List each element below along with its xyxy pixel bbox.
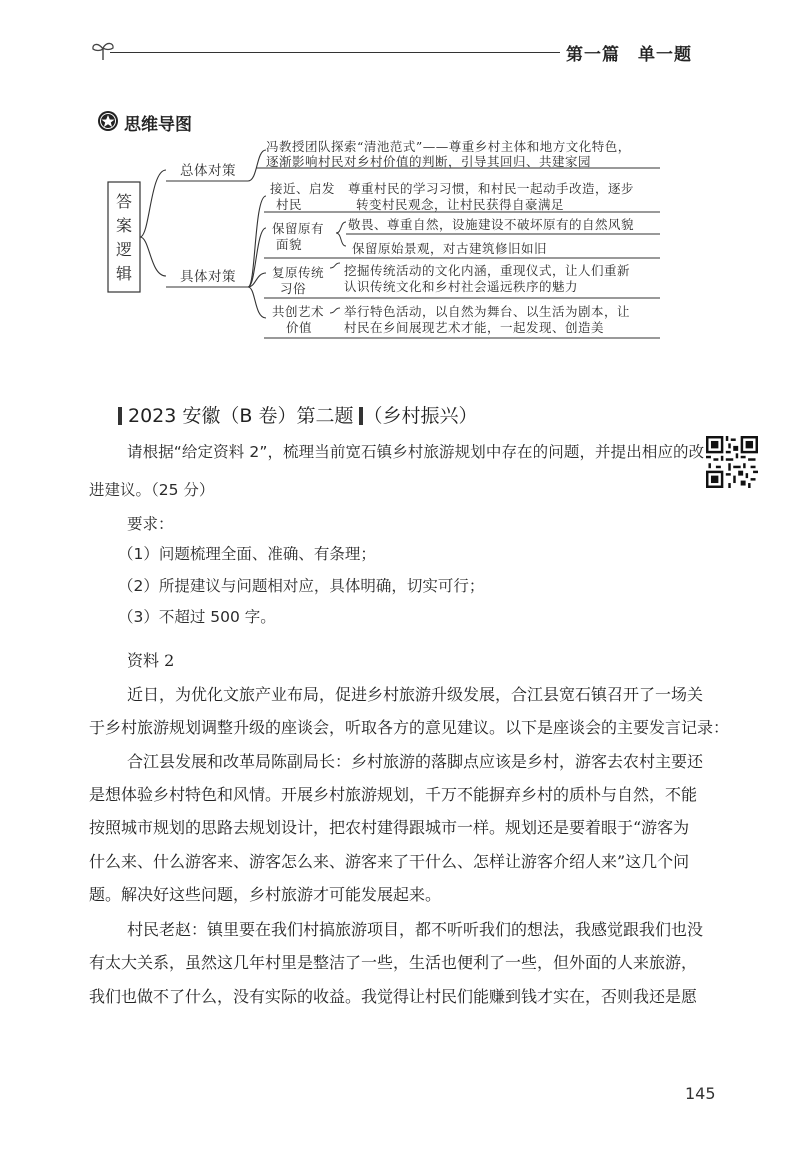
page-number: 145	[685, 1084, 716, 1103]
material-line: 什么来、什么游客来、游客怎么来、游客来了干什么、怎样让游客介绍人来”这几个问	[89, 852, 690, 871]
item-label: 面貌	[276, 237, 303, 252]
requirement-item: （2）所提建议与问题相对应，具体明确，切实可行；	[118, 577, 485, 595]
item-label: 保留原有	[272, 221, 325, 236]
item-label: 接近、启发	[270, 181, 336, 196]
branch-overall: 总体对策	[180, 163, 236, 179]
item-label: 共创艺术	[272, 304, 325, 319]
material-line: 于乡村旅游规划调整升级的座谈会，听取各方的意见建议。以下是座谈会的主要发言记录：	[89, 718, 730, 737]
material-line: 我们也做不了什么，没有实际的收益。我觉得让村民们能赚到钱才实在，否则我还是愿	[89, 987, 698, 1006]
item-text: 敬畏、尊重自然，设施建设不破坏原有的自然风貌	[348, 217, 635, 232]
item-text: 转变村民观念，让村民获得自豪满足	[356, 197, 565, 212]
item-label: 习俗	[280, 281, 307, 296]
material-line: 题。解决好这些问题，乡村旅游才可能发展起来。	[89, 885, 442, 904]
material-line: 按照城市规划的思路去规划设计，把农村建得跟城市一样。规划还是要着眼于“游客为	[89, 818, 690, 837]
material-line: 是想体验乡村特色和风情。开展乡村旅游规划，千万不能摒弃乡村的质朴与自然，不能	[89, 785, 698, 804]
material-line: 近日，为优化文旅产业布局，促进乡村旅游升级发展，合江县宽石镇召开了一场关	[127, 685, 704, 704]
overall-text-line: 冯教授团队探索“清池范式”——尊重乡村主体和地方文化特色，	[266, 139, 631, 154]
mindmap-root: 答案逻辑	[116, 192, 133, 283]
item-text: 尊重村民的学习习惯，和村民一起动手改造，逐步	[348, 181, 635, 196]
section-tag: （乡村振兴）	[363, 405, 478, 427]
item-label: 价值	[286, 320, 313, 335]
material-line: 村民老赵：镇里要在我们村搞旅游项目，都不听听我们的想法，我感觉跟我们也没	[127, 920, 704, 939]
item-text: 认识传统文化和乡村社会遥远秩序的魅力	[344, 279, 579, 294]
section-bar	[118, 407, 122, 425]
item-text: 挖掘传统活动的文化内涵，重现仪式，让人们重新	[344, 263, 631, 278]
mindmap-heading: 思维导图	[124, 115, 192, 135]
item-label: 复原传统	[272, 265, 325, 280]
question-line: 请根据“给定资料 2”，梳理当前宽石镇乡村旅游规划中存在的问题，并提出相应的改	[127, 443, 705, 461]
overall-text-line: 逐渐影响村民对乡村价值的判断，引导其回归、共建家园	[266, 154, 592, 169]
material-title: 资料 2	[127, 651, 175, 670]
material-line: 合江县发展和改革局陈副局长：乡村旅游的落脚点应该是乡村，游客去农村主要还	[127, 752, 704, 771]
material-line: 有太大关系，虽然这几年村里是整洁了一些，生活也便利了一些，但外面的人来旅游，	[89, 953, 698, 972]
requirement-item: （3）不超过 500 字。	[118, 608, 276, 626]
item-text: 保留原始景观，对古建筑修旧如旧	[352, 241, 548, 256]
requirements-title: 要求：	[127, 515, 174, 533]
section-title	[118, 401, 477, 428]
section-title-text: 2023 安徽（B 卷）第二题	[128, 405, 354, 427]
requirement-item: （1）问题梳理全面、准确、有条理；	[118, 545, 376, 563]
qr-code[interactable]	[706, 436, 758, 488]
item-text: 村民在乡间展现艺术才能，一起发现、创造美	[344, 320, 605, 335]
question-line: 进建议。（25 分）	[89, 481, 215, 499]
chapter-title: 第一篇 单一题	[566, 45, 692, 65]
item-text: 举行特色活动，以自然为舞台、以生活为剧本，让	[344, 304, 631, 319]
item-label: 村民	[276, 197, 303, 212]
branch-specific: 具体对策	[180, 269, 236, 285]
